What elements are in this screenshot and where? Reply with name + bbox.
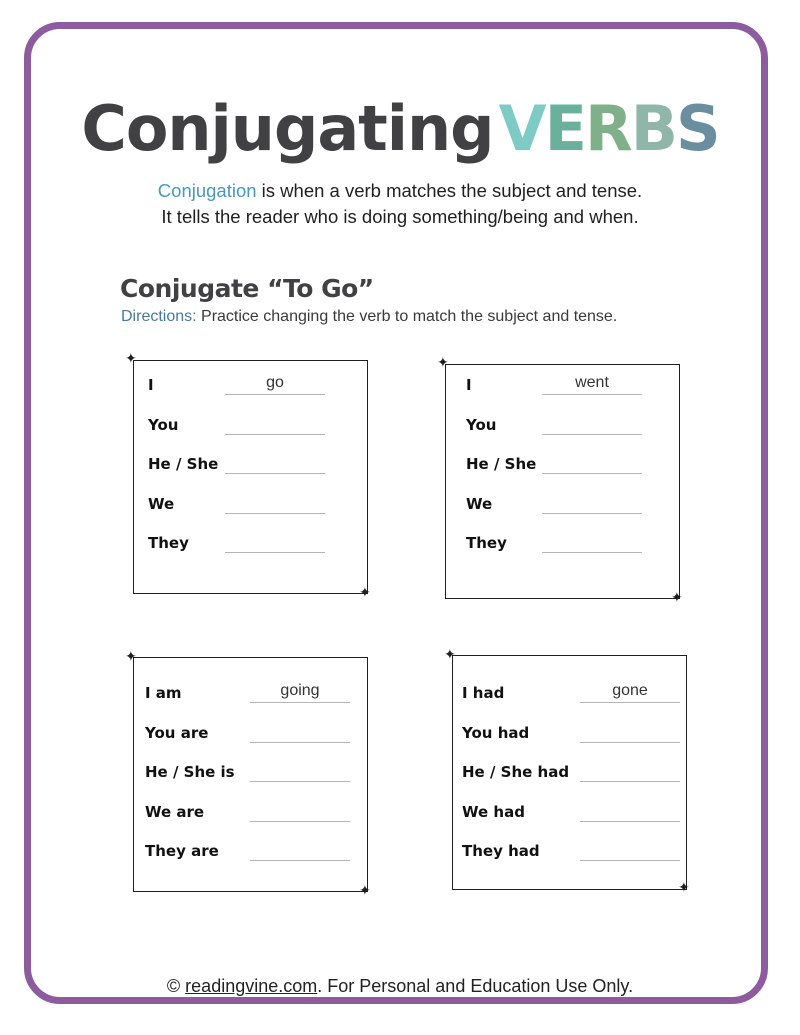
section-title: Conjugate “To Go”: [120, 274, 374, 303]
conjugation-row: [145, 684, 350, 708]
answer-text: went: [575, 374, 609, 391]
answer-blank-line[interactable]: [225, 473, 325, 474]
worksheet-title: [0, 92, 800, 165]
answer-blank-line[interactable]: [250, 821, 350, 822]
directions-text: Practice changing the verb to match the subject and tense.: [196, 308, 618, 325]
subject-label: He / She: [148, 455, 219, 473]
answer-blank-line[interactable]: [580, 742, 680, 743]
answer-text: going: [280, 682, 320, 699]
answer-blank-line[interactable]: [542, 552, 642, 553]
sparkle-icon: ✦: [678, 880, 690, 896]
conjugation-row: [145, 842, 350, 866]
conjugation-row: [466, 455, 642, 479]
conjugation-row: [145, 724, 350, 748]
intro-highlight: Conjugation: [157, 180, 257, 201]
subject-label: I had: [462, 684, 505, 702]
answer-blank-line[interactable]: [250, 781, 350, 782]
conjugation-row: [148, 376, 325, 400]
subject-label: You are: [145, 723, 209, 742]
conjugation-row: [466, 495, 642, 519]
answer-blank-line[interactable]: [580, 702, 680, 703]
footer: [0, 976, 800, 997]
subject-label: You: [466, 415, 497, 434]
intro-line-1: [0, 178, 800, 204]
answer-blank-line[interactable]: [542, 394, 642, 395]
conjugation-row: [466, 416, 642, 440]
subject-label: I: [466, 376, 472, 394]
footer-copyright: ©: [166, 976, 186, 996]
subject-label: They: [466, 534, 507, 552]
subject-label: They: [148, 534, 189, 552]
subject-label: He / She: [466, 455, 537, 473]
answer-blank-line[interactable]: [250, 860, 350, 861]
subject-label: You had: [462, 723, 530, 742]
answer-blank-line[interactable]: [225, 513, 325, 514]
conjugation-row: [462, 724, 680, 748]
conjugation-row: [462, 842, 680, 866]
answer-blank-line[interactable]: [250, 702, 350, 703]
answer-blank-line[interactable]: [225, 394, 325, 395]
sparkle-icon: ✦: [359, 883, 371, 899]
answer-blank-line[interactable]: [225, 552, 325, 553]
conjugation-row: [462, 684, 680, 708]
footer-site-link[interactable]: readingvine.com: [185, 976, 318, 996]
sparkle-icon: ✦: [359, 585, 371, 601]
title-letter: E: [544, 92, 586, 165]
answer-blank-line[interactable]: [542, 434, 642, 435]
title-part1: Conjugating: [81, 92, 494, 165]
subject-label: We: [148, 494, 175, 513]
subject-label: We had: [462, 802, 525, 821]
answer-blank-line[interactable]: [542, 513, 642, 514]
answer-blank-line[interactable]: [580, 781, 680, 782]
intro-line-2: It tells the reader who is doing something/being and when.: [161, 206, 639, 227]
conjugation-row: [148, 416, 325, 440]
sparkle-icon: ✦: [437, 355, 449, 371]
conjugation-row: [466, 376, 642, 400]
sparkle-icon: ✦: [444, 647, 456, 663]
conjugation-row: [462, 803, 680, 827]
conjugation-row: [466, 534, 642, 558]
intro-text: [0, 178, 800, 230]
conjugation-row: [148, 455, 325, 479]
answer-text: go: [266, 374, 284, 391]
title-part2: [499, 92, 719, 165]
subject-label: They had: [462, 842, 540, 860]
footer-rest: . For Personal and Education Use Only.: [317, 976, 634, 996]
subject-label: I am: [145, 684, 182, 702]
answer-blank-line[interactable]: [250, 742, 350, 743]
subject-label: You: [148, 415, 179, 434]
directions-label: Directions:: [121, 308, 197, 325]
intro-line1-rest: is when a verb matches the subject and tense.: [256, 180, 643, 201]
title-letter: S: [676, 92, 719, 165]
answer-blank-line[interactable]: [580, 860, 680, 861]
answer-text: gone: [612, 682, 648, 699]
conjugation-row: [145, 803, 350, 827]
sparkle-icon: ✦: [125, 649, 137, 665]
subject-label: We are: [145, 802, 205, 821]
title-letter: B: [630, 92, 677, 165]
subject-label: They are: [145, 842, 219, 860]
answer-blank-line[interactable]: [225, 434, 325, 435]
conjugation-row: [462, 763, 680, 787]
conjugation-row: [148, 534, 325, 558]
title-letter: R: [585, 92, 631, 165]
subject-label: He / She had: [462, 763, 570, 781]
sparkle-icon: ✦: [125, 351, 137, 367]
subject-label: I: [148, 376, 154, 394]
conjugation-row: [145, 763, 350, 787]
subject-label: We: [466, 494, 493, 513]
title-letter: V: [498, 92, 545, 165]
answer-blank-line[interactable]: [580, 821, 680, 822]
conjugation-row: [148, 495, 325, 519]
subject-label: He / She is: [145, 763, 235, 781]
directions: [121, 308, 617, 326]
sparkle-icon: ✦: [671, 590, 683, 606]
answer-blank-line[interactable]: [542, 473, 642, 474]
